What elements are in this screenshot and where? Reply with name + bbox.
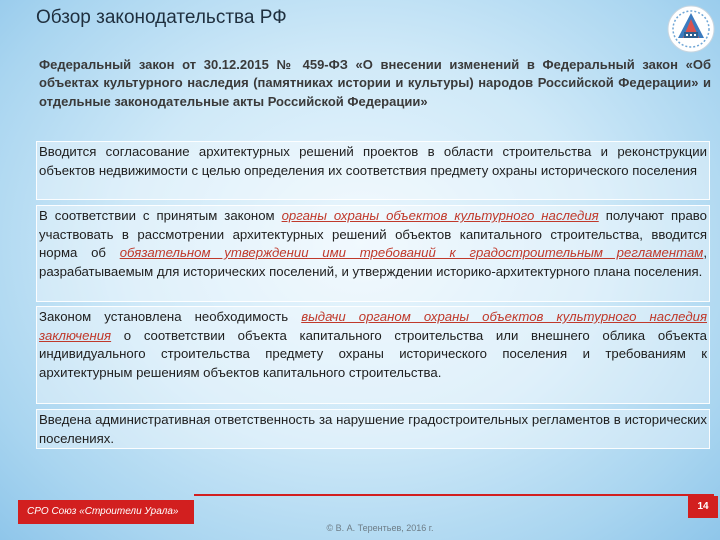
paragraph-text: Законом установлена необходимость [39, 309, 302, 324]
copyright-text: © В. А. Терентьев, 2016 г. [326, 523, 434, 533]
paragraph-text: получают право участвовать в рассмотрении архитектурных решений объектов капитального строительства, вводится норма об [39, 208, 707, 260]
highlight-approval: обязательном утверждении ими требований к градостроительным регламентам [119, 245, 704, 260]
footer-org-label: СРО Союз «Строители Урала» [18, 500, 194, 524]
paragraph-text: В соответствии с принятым законом [39, 208, 282, 223]
law-heading: Федеральный закон от 30.12.2015 № 459-ФЗ «О внесении изменений в Федеральный закон «Об объектах культурного наследия (памятниках истории и культуры) народов Российской Федерации» и отдельные законодательные акты Российской Федерации» [39, 57, 711, 109]
paragraph-text: о соответствии объекта капитального строительства или внешнего облика объекта индивидуального строительства предмету охраны исторического поселения и требованиям к архитектурным решениям объектов капитального строительства. [39, 327, 707, 380]
paragraph-authorities [36, 205, 710, 302]
sro-logo-icon [666, 4, 716, 54]
paragraph-coordination: Вводится согласование архитектурных решений проектов в области строительства и реконструкции объектов недвижимости с целью определения их соответствия предмету охраны исторического поселения [36, 141, 710, 200]
highlight-authorities: органы охраны объектов культурного наследия [281, 208, 599, 223]
footer-divider [194, 494, 714, 496]
highlight-conclusion: выдачи органом охраны объектов культурного наследия заключения [39, 309, 707, 343]
slide-title: Обзор законодательства РФ [36, 7, 287, 28]
paragraph-responsibility: Введена административная ответственность за нарушение градостроительных регламентов в исторических поселениях. [36, 409, 710, 449]
page-number: 14 [688, 496, 718, 518]
paragraph-conclusion [36, 306, 710, 404]
paragraph-text: , разрабатываемым для исторических поселений, и утверждении историко-архитектурного плана поселения. [39, 245, 707, 279]
